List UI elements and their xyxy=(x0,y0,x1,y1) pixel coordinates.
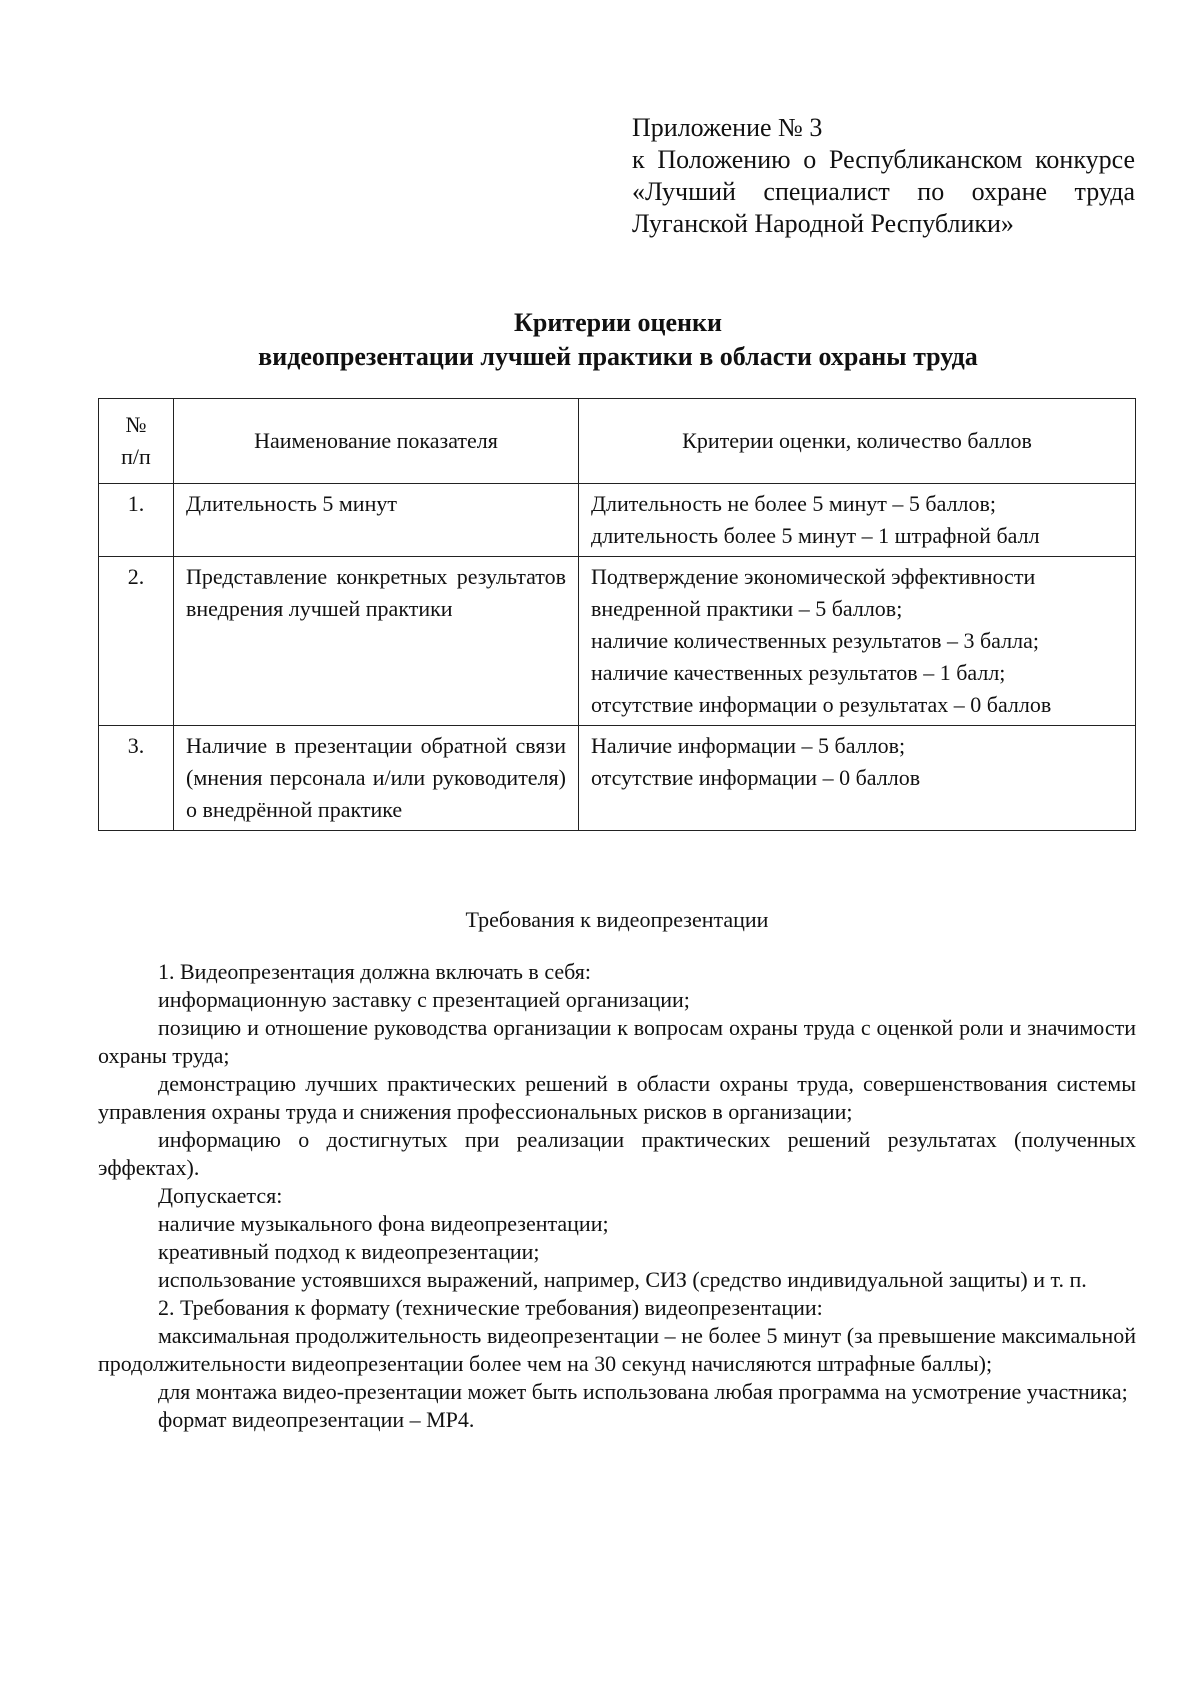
title-line-1: Критерии оценки xyxy=(514,308,722,337)
paragraph: 2. Требования к формату (технические требования) видеопрезентации: xyxy=(158,1295,823,1320)
paragraph: для монтажа видео-презентации может быть использована любая программа на усмотрение участника; xyxy=(158,1379,1128,1404)
document-title xyxy=(98,306,1138,374)
paragraph: креативный подход к видеопрезентации; xyxy=(158,1239,540,1264)
table-row xyxy=(99,484,1136,557)
annex-block xyxy=(632,112,1135,240)
paragraph: Допускается: xyxy=(158,1183,283,1208)
row-indicator: Длительность 5 минут xyxy=(174,484,579,557)
row-criteria xyxy=(579,726,1136,831)
paragraph: максимальная продолжительность видеопрезентации – не более 5 минут (за превышение максимальной продолжительности видеопрезентации более чем на 30 секунд начисляются штрафные баллы); xyxy=(98,1323,1136,1376)
criteria-line: длительность более 5 минут – 1 штрафной балл xyxy=(591,523,1040,548)
paragraph: информационную заставку с презентацией организации; xyxy=(158,987,690,1012)
paragraph: позицию и отношение руководства организации к вопросам охраны труда с оценкой роли и значимости охраны труда; xyxy=(98,1015,1136,1068)
table-row xyxy=(99,726,1136,831)
criteria-table xyxy=(98,398,1136,831)
criteria-line: отсутствие информации – 0 баллов xyxy=(591,765,921,790)
row-number: 2. xyxy=(99,557,174,726)
criteria-line: Наличие информации – 5 баллов; xyxy=(591,733,906,758)
annex-reference: к Положению о Республиканском конкурсе «Лучший специалист по охране труда Луганской Народной Республики» xyxy=(632,145,1135,238)
paragraph: информацию о достигнутых при реализации практических решений результатах (полученных эффектах). xyxy=(98,1127,1136,1180)
row-criteria xyxy=(579,557,1136,726)
paragraph: формат видеопрезентации – MP4. xyxy=(158,1407,475,1432)
header-num-line-1: № xyxy=(125,412,147,437)
paragraph: наличие музыкального фона видеопрезентации; xyxy=(158,1211,609,1236)
header-num xyxy=(99,399,174,484)
paragraph: использование устоявшихся выражений, например, СИЗ (средство индивидуальной защиты) и т. п. xyxy=(158,1267,1087,1292)
row-criteria xyxy=(579,484,1136,557)
row-indicator: Наличие в презентации обратной связи (мнения персонала и/или руководителя) о внедрённой практике xyxy=(174,726,579,831)
table-header-row xyxy=(99,399,1136,484)
criteria-line: наличие количественных результатов – 3 балла; xyxy=(591,628,1039,653)
criteria-line: Длительность не более 5 минут – 5 баллов; xyxy=(591,491,997,516)
paragraph: демонстрацию лучших практических решений в области охраны труда, совершенствования системы управления охраны труда и снижения профессиональных рисков в организации; xyxy=(98,1071,1136,1124)
criteria-line: отсутствие информации о результатах – 0 баллов xyxy=(591,692,1052,717)
title-line-2: видеопрезентации лучшей практики в области охраны труда xyxy=(258,342,978,371)
criteria-line: наличие качественных результатов – 1 балл; xyxy=(591,660,1006,685)
row-indicator: Представление конкретных результатов внедрения лучшей практики xyxy=(174,557,579,726)
row-number: 3. xyxy=(99,726,174,831)
annex-number: Приложение № 3 xyxy=(632,113,823,142)
requirements-body xyxy=(98,958,1136,1434)
header-name: Наименование показателя xyxy=(174,399,579,484)
header-criteria: Критерии оценки, количество баллов xyxy=(579,399,1136,484)
header-num-line-2: п/п xyxy=(121,444,151,469)
requirements-heading: Требования к видеопрезентации xyxy=(465,907,769,932)
criteria-line: Подтверждение экономической эффективности внедренной практики – 5 баллов; xyxy=(591,564,1036,621)
table-row xyxy=(99,557,1136,726)
paragraph: 1. Видеопрезентация должна включать в себя: xyxy=(158,959,591,984)
row-number: 1. xyxy=(99,484,174,557)
